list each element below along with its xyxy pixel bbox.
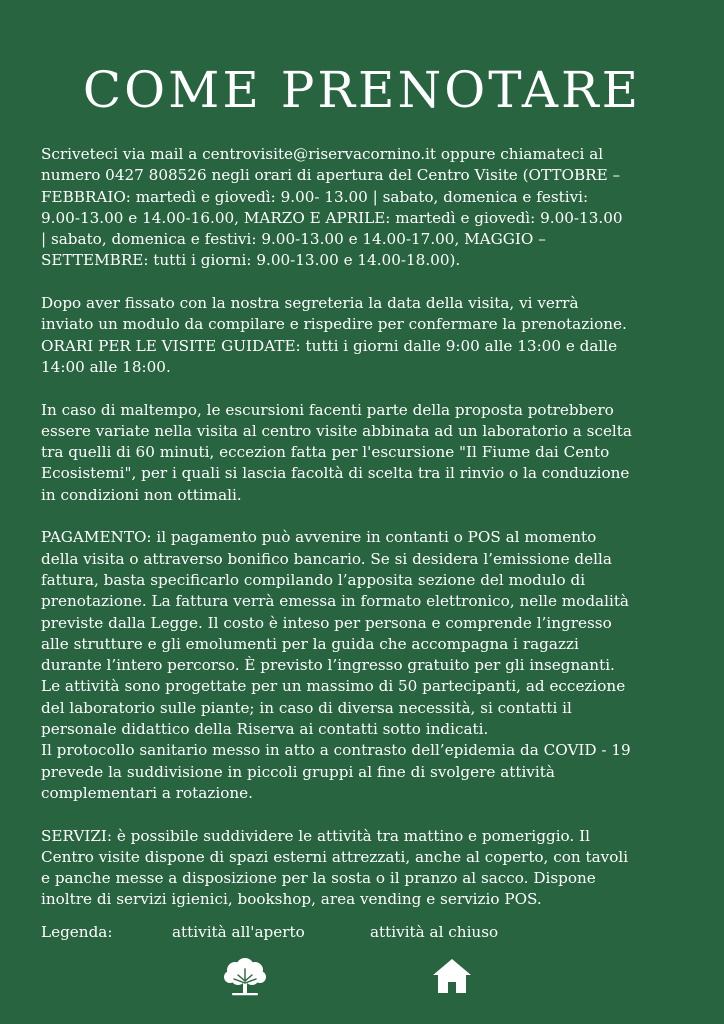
text-line: durante l’intero percorso. È previsto l’ingresso gratuito per gli insegnanti.	[41, 656, 615, 675]
text-line: inoltre di servizi igienici, bookshop, area vending e servizio POS.	[41, 890, 542, 909]
text-line: 14:00 alle 18:00.	[41, 357, 171, 376]
contact-paragraph	[41, 144, 701, 272]
text-line: personale didattico della Riserva ai contatti sotto indicati.	[41, 720, 489, 739]
content	[41, 144, 701, 932]
text-line: previste dalla Legge. Il costo è inteso per persona e comprende l’ingresso	[41, 613, 612, 632]
text-line: e panche messe a disposizione per la sosta o il pranzo al sacco. Dispone	[41, 869, 596, 888]
text-line: in condizioni non ottimali.	[41, 485, 242, 504]
text-line: prenotazione. La fattura verrà emessa in formato elettronico, nelle modalità	[41, 592, 629, 611]
text-line: essere variate nella visita al centro visite abbinata ad un laboratorio a scelta	[41, 421, 632, 440]
text-line: della visita o attraverso bonifico bancario. Se si desidera l’emissione della	[41, 549, 612, 568]
text-line: SERVIZI: è possibile suddividere le attività tra mattino e pomeriggio. Il	[41, 826, 590, 845]
text-line: numero 0427 808526 negli orari di apertura del Centro Visite (OTTOBRE –	[41, 166, 621, 185]
text-line: PAGAMENTO: il pagamento può avvenire in contanti o POS al momento	[41, 528, 597, 547]
text-line: del laboratorio sulle piante; in caso di diversa necessità, si contatti il	[41, 698, 572, 717]
confirmation-paragraph	[41, 293, 701, 378]
text-line: Centro visite dispone di spazi esterni attrezzati, anche al coperto, con tavoli	[41, 847, 629, 866]
text-line: FEBBRAIO: martedì e giovedì: 9.00- 13.00 | sabato, domenica e festivi:	[41, 187, 589, 206]
text-line: fattura, basta specificarlo compilando l’apposita sezione del modulo di	[41, 570, 586, 589]
text-line: | sabato, domenica e festivi: 9.00-13.00 e 14.00-17.00, MAGGIO –	[41, 230, 546, 249]
page-title: COME PRENOTARE	[82, 61, 642, 119]
tree-icon	[222, 955, 268, 997]
text-line: ORARI PER LE VISITE GUIDATE: tutti i giorni dalle 9:00 alle 13:00 e dalle	[41, 336, 618, 355]
text-line: In caso di maltempo, le escursioni facenti parte della proposta potrebbero	[41, 400, 614, 419]
services-paragraph	[41, 826, 701, 911]
text-line: complementari a rotazione.	[41, 783, 253, 802]
payment-paragraph	[41, 527, 701, 804]
text-line: alle strutture e gli emolumenti per la guida che accompagna i ragazzi	[41, 634, 579, 653]
text-line: Scriveteci via mail a centrovisite@riservacornino.it oppure chiamateci al	[41, 145, 604, 163]
house-icon	[432, 958, 472, 994]
text-line: SETTEMBRE: tutti i giorni: 9.00-13.00 e 14.00-18.00).	[41, 251, 461, 270]
text-line: Dopo aver fissato con la nostra segreteria la data della visita, vi verrà	[41, 294, 579, 313]
text-line: Le attività sono progettate per un massimo di 50 partecipanti, ad eccezione	[41, 677, 626, 696]
text-line: tra quelli di 60 minuti, eccezion fatta per l'escursione "Il Fiume dai Cento	[41, 443, 610, 462]
legend-indoor-label: attività al chiuso	[370, 923, 499, 941]
text-line: Il protocollo sanitario messo in atto a contrasto dell’epidemia da COVID - 19	[41, 741, 631, 760]
legend-label: Legenda:	[41, 923, 113, 941]
legend	[41, 921, 681, 945]
legend-outdoor-label: attività all'aperto	[172, 923, 305, 941]
text-line: 9.00-13.00 e 14.00-16.00, MARZO E APRILE: martedì e giovedì: 9.00-13.00	[41, 208, 623, 227]
weather-paragraph	[41, 400, 701, 506]
text-line: Ecosistemi", per i quali si lascia facoltà di scelta tra il rinvio o la conduzione	[41, 464, 630, 483]
text-line: inviato un modulo da compilare e rispedire per confermare la prenotazione.	[41, 315, 627, 334]
text-line: prevede la suddivisione in piccoli gruppi al fine di svolgere attività	[41, 762, 555, 781]
